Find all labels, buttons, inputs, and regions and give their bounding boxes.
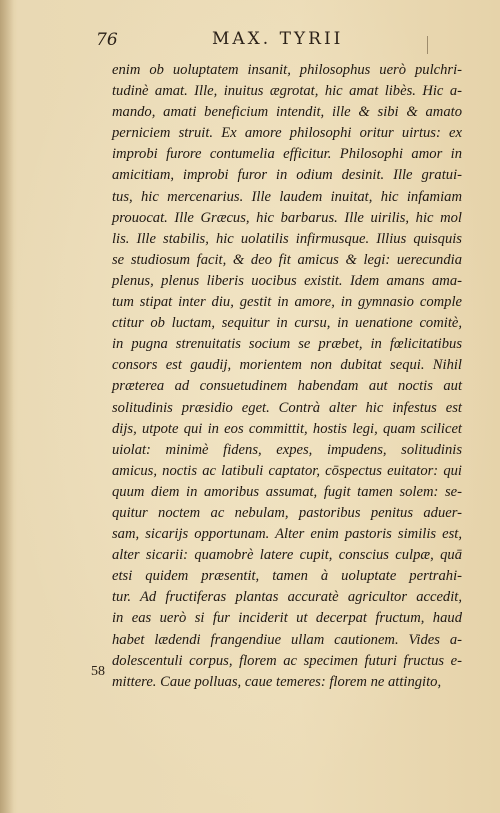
text-line: sam, sicarijs opportunam. Alter enim pastoris similis est,	[112, 526, 462, 543]
text-line: consors est gaudij, morientem non dubitat sequi. Nihil	[112, 357, 462, 374]
text-line: lis. Ille stabilis, hic uolatilis infirmusque. Illius quisquis	[112, 230, 462, 247]
text-line: tus, hic mercenarius. Ille laudem inuitat, hic infamiam	[112, 188, 462, 205]
text-line: tum stipat inter diu, gestit in amore, in gymnasio comple	[112, 294, 462, 311]
text-line: se studiosum facit, & deo fit amicus & legi: uerecundia	[112, 251, 462, 268]
gutter-shadow	[0, 0, 14, 813]
text-line: amicus, noctis ac latibuli captator, cōspectus euitator: qui	[112, 462, 462, 479]
text-line: prouocat. Ille Græcus, hic barbarus. Ille uirilis, hic mol	[112, 209, 462, 226]
text-line: quitur noctem ac nebulam, pastoribus penitus aduer-	[112, 504, 462, 521]
pencil-mark	[427, 36, 428, 54]
text-line: præterea ad consuetudinem habendam aut noctis aut	[112, 378, 462, 395]
text-line: alter sicarii: quamobrè latere cupit, conscius culpæ, quā	[112, 547, 462, 564]
text-line: uiolat: minimè fidens, expes, impudens, solitudinis	[112, 441, 462, 458]
text-line: improbi furore contumelia efficitur. Philosophi amor in	[112, 146, 462, 163]
text-line: enim ob uoluptatem insanit, philosophus uerò pulchri-	[112, 62, 462, 78]
body-text	[112, 60, 462, 693]
text-line: etsi quidem præsentit, tamen à uoluptate pertrahi-	[112, 568, 462, 585]
text-line: ctitur ob luctam, sequitur in cursu, in uenatione comitè,	[112, 315, 462, 332]
text-line: amicitiam, improbi furor in odium desinit. Ille gratui-	[112, 167, 462, 184]
text-line: mando, amati beneficium intendit, ille & sibi & amato	[112, 104, 462, 121]
text-line: plenus, plenus liberis uocibus existit. Idem amans ama-	[112, 272, 462, 289]
text-line: dolescentuli corpus, florem ac specimen futuri fructus e-	[112, 652, 462, 669]
text-line: tudinè amat. Ille, inuitus ægrotat, hic amat libès. Hic a-	[112, 83, 462, 100]
running-head: MAX. TYRII	[212, 29, 344, 49]
text-line: tur. Ad fructiferas plantas accuratè agricultor accedit,	[112, 589, 462, 606]
text-line: perniciem struit. Ex amore philosophi oritur uirtus: ex	[112, 125, 462, 142]
text-line: in eas uerò si fur inciderit ut decerpat fructum, haud	[112, 610, 462, 627]
text-line: habet lædendi frangendiue ullam cautionem. Vides a-	[112, 631, 462, 648]
text-line: quum diem in amoribus assumat, fugit tamen solem: se-	[112, 483, 462, 500]
text-line: solitudinis præsidio eget. Contrà alter hic infestus est	[112, 399, 462, 416]
text-line: in pugna strenuitatis socium se præbet, in fœlicitatibus	[112, 336, 462, 353]
margin-page-reference: 58	[91, 664, 105, 679]
text-line: mittere. Caue polluas, caue temeres: florem ne attingito,	[112, 673, 442, 690]
page-number: 76	[96, 30, 118, 50]
text-line: dijs, utpote qui in eos committit, hostis legi, quam scilicet	[112, 420, 462, 437]
